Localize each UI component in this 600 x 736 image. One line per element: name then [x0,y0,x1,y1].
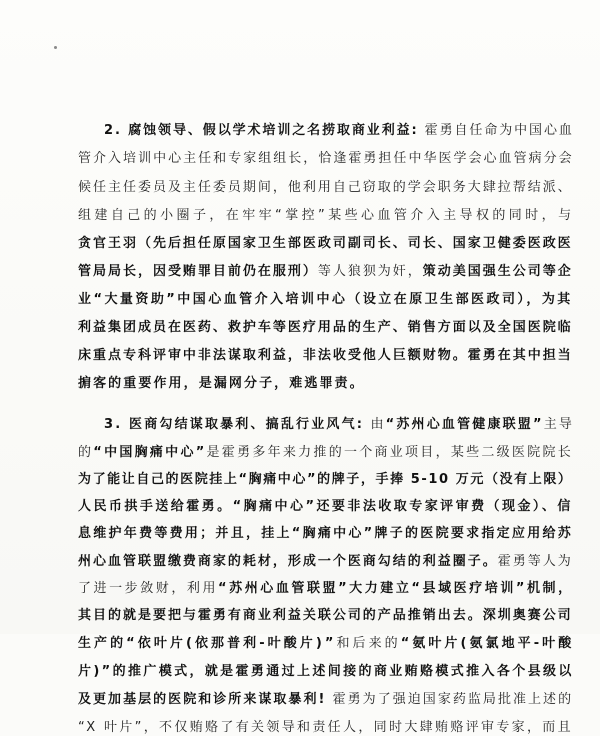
bold-text-run: 2. 腐蚀领导、假以学术培训之名捞取商业利益: [104,123,419,138]
bold-text-run: “氨叶片(氨氯地平-叶酸 [400,636,575,651]
text-line [78,692,573,708]
bold-text-run: “苏州心血管联盟”大力建立“县域医疗培训”机制， [218,581,574,596]
bold-text-run: 利益集团成员在医药、救护车等医疗用品的生产、销售方面以及全国医院临 [78,320,573,335]
text-line [78,664,574,680]
bold-text-run: 生产的“依叶片(依那普利-叶酸片)” [78,636,337,651]
text-line [78,581,574,597]
text-line [78,320,573,336]
bold-text-run: 掮客的重要作用，是漏网分子，难逃罪责。 [78,376,365,391]
bold-text-run: 策动美国强生公司等企 [422,264,573,279]
text-run: 管介入培训中心主任和专家组组长，恰逢霍勇担任中华医学会心血管病分会 [78,151,574,166]
text-line [78,292,573,308]
text-line [78,208,575,224]
text-line [78,445,573,461]
text-line [78,499,573,515]
text-line [78,526,573,542]
bold-text-run: 业“大量资助”中国心血管介入培训中心（设立在原卫生部医政司），为其 [78,292,573,307]
bold-text-run: 州心血管联盟缴费商家的耗材，形成一个医商勾结的利益圈子。 [78,554,498,569]
text-run: 了进一步敛财，利用 [78,581,219,596]
text-run: 由 [364,417,386,432]
bold-text-run: 人民币拱手送给霍勇。 [78,499,233,514]
text-line [78,472,573,488]
bold-text-run: 及更加基层的医院和诊所来谋取暴利! [78,692,327,707]
bold-text-run: 管局局长，因受贿罪目前仍在服刑） [78,264,318,279]
bold-text-run: 还要非法收取专家评审费（现金）、信 [316,499,573,514]
text-line [78,376,365,392]
text-line [104,417,574,433]
text-line [78,608,573,624]
bold-text-run: “胸痛中心” [232,499,317,514]
text-run: 和后来的 [336,636,401,651]
text-run: 是霍勇多年来力推的一个商业项目，某些二级医院院长 [206,445,574,460]
text-line [78,180,573,196]
text-run: 等人狼狈为奸， [317,264,423,279]
bold-text-run: 床重点专科评审中非法谋取利益，非法收受他人巨额财物。霍勇在其中担当 [78,348,573,363]
text-line [78,554,573,570]
text-line [78,348,573,364]
text-run: 主导 [543,417,575,432]
scan-speck [54,46,57,49]
text-line [78,151,574,167]
text-line [78,720,573,736]
text-run: 霍勇等人为 [497,554,573,569]
text-line [78,264,573,280]
bold-text-run: 息维护年费等费用；并且，挂上“胸痛中心”牌子的医院要求指定应用给苏 [78,526,573,541]
text-run: 组建自己的小圈子，在牢牢“掌控”某些心血管介入主导权的同时，与 [78,208,575,223]
bold-text-run: 其目的就是要把与霍勇有商业利益关联公司的产品推销出去。深圳奥赛公司 [78,608,573,623]
bold-text-run: 3. 医商勾结谋取暴利、搞乱行业风气: [104,417,365,432]
text-line [78,236,573,252]
bold-text-run: 片)”的推广模式，就是霍勇通过上述间接的商业贿赂模式推入各个县级以 [78,664,574,679]
text-line [78,636,574,652]
text-run: “X 叶片”，不仅贿赂了有关领导和责任人，同时大肆贿赂评审专家，而且 [78,720,573,735]
text-run: 的 [78,445,94,460]
bold-text-run: 为了能让自己的医院挂上“胸痛中心”的牌子，手捧 5-10 万元（没有上限） [78,472,573,487]
bold-text-run: “中国胸痛中心” [93,445,207,460]
text-run: 候任主任委员及主任委员期间，他利用自己窃取的学会职务大肆拉帮结派、 [78,180,573,195]
text-run: 霍勇为了强迫国家药监局批准上述的 [326,692,574,707]
text-line [104,123,574,139]
bold-text-run: 贪官王羽（先后担任原国家卫生部医政司副司长、司长、国家卫健委医政医 [78,236,573,251]
bold-text-run: “苏州心血管健康联盟” [385,417,544,432]
text-run: 霍勇自任命为中国心血 [418,123,574,138]
